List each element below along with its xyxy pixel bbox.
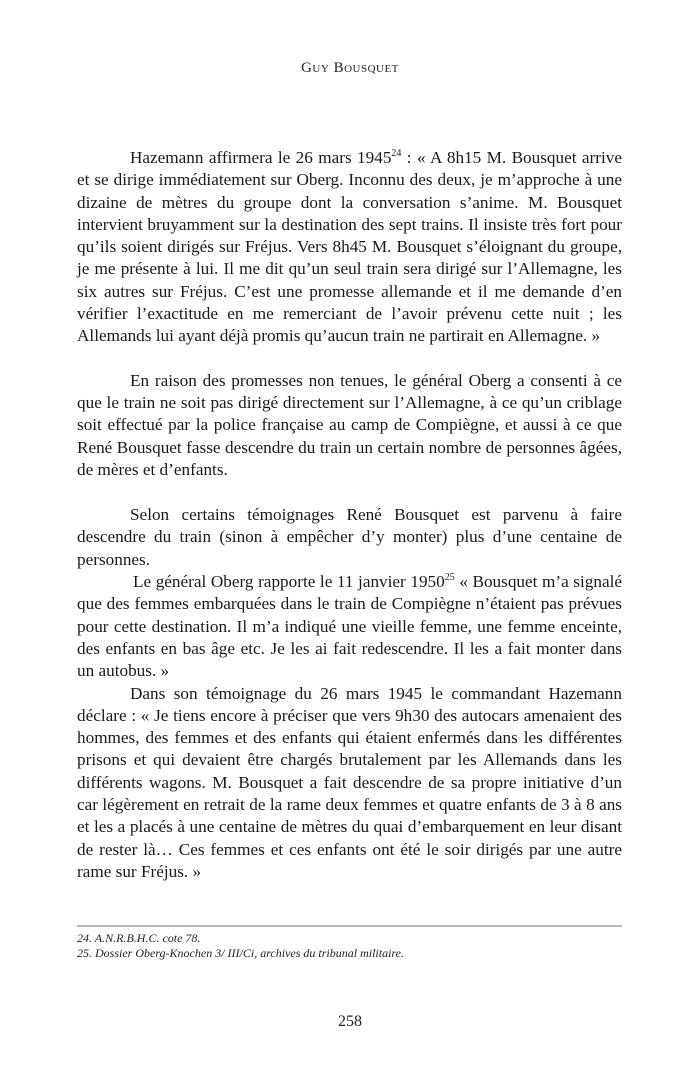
footnotes [77,931,622,961]
page-number: 258 [338,1013,362,1030]
paragraph-2: En raison des promesses non tenues, le général Oberg a consenti à ce que le train ne soit pas dirigé directement sur l’Allemagne, à ce qu’un criblage soit effectué par la police française au camp de Compiègne, et aussi à ce que René Bousquet fasse descendre du train un certain nombre de personnes âgées, de mères et d’enfants. [77,370,622,479]
paragraph-4 [77,571,622,682]
footnote-divider [77,925,622,927]
body-text [77,147,622,883]
footnote-ref-25[interactable]: 25 [444,572,455,584]
footnote-ref-24[interactable]: 24 [391,148,402,159]
footnote-25: 25. Dossier Oberg-Knochen 3/ III/Ci, archives du tribunal militaire. [77,946,404,960]
paragraph-text: « Bousquet m’a signalé que des femmes embarquées dans le train de Compiègne n’étaient pas prévues pour cette destination. Il m’a indiqué une vieille femme, une femme enceinte, des enfants en bas âge etc. Je les ai fait redescendre. Il les a fait monter dans un autobus. » [77,572,622,681]
footnote-24: 24. A.N.R.B.H.C. cote 78. [77,931,201,945]
paragraph-3: Selon certains témoignages René Bousquet est parvenu à faire descendre du train (sinon à empêcher d’y monter) plus d’une centaine de personnes. [77,505,622,569]
paragraph-5: Dans son témoignage du 26 mars 1945 le commandant Hazemann déclare : « Je tiens encore à préciser que vers 9h30 des autocars amenaient des hommes, des femmes et des enfants qui étaient enfermés dans les différentes prisons et qui devaient être chargés brutalement par les Allemands dans les différents wagons. M. Bousquet a fait descendre de sa propre initiative d’un car légèrement en retrait de la rame deux femmes et quatre enfants de 3 à 8 ans et les a placés à une centaine de mètres du quai d’embarquement en leur disant de rester là… Ces femmes et ces enfants ont été le soir dirigés par une autre rame sur Fréjus. » [77,683,622,881]
paragraph-text: Hazemann affirmera le 26 mars 1945 [130,148,392,167]
paragraph-text: Le général Oberg rapporte le 11 janvier 1950 [133,572,445,592]
paragraph-1 [77,147,622,348]
paragraph-text: : « A 8h15 M. Bousquet arrive et se dirige immédiatement sur Oberg. Inconnu des deux, je m’approche à une dizaine de mètres du groupe dont la conversation s’anime. M. Bousquet intervient bruyamment sur la destination des sept trains. Il insiste très fort pour qu’ils soient dirigés sur Fréjus. Vers 8h45 M. Bousquet s’éloignant du groupe, je me présente à lui. Il me dit qu’un seul train sera dirigé sur l’Allemagne, les six autres sur Fréjus. C’est une promesse allemande et il me demande d’en vérifier l’exactitude en me remerciant de l’avoir prévenu cette nuit ; les Allemands lui ayant déjà promis qu’aucun train ne partirait en Allemagne. » [77,148,622,346]
running-head: Guy Bousquet [301,60,399,76]
